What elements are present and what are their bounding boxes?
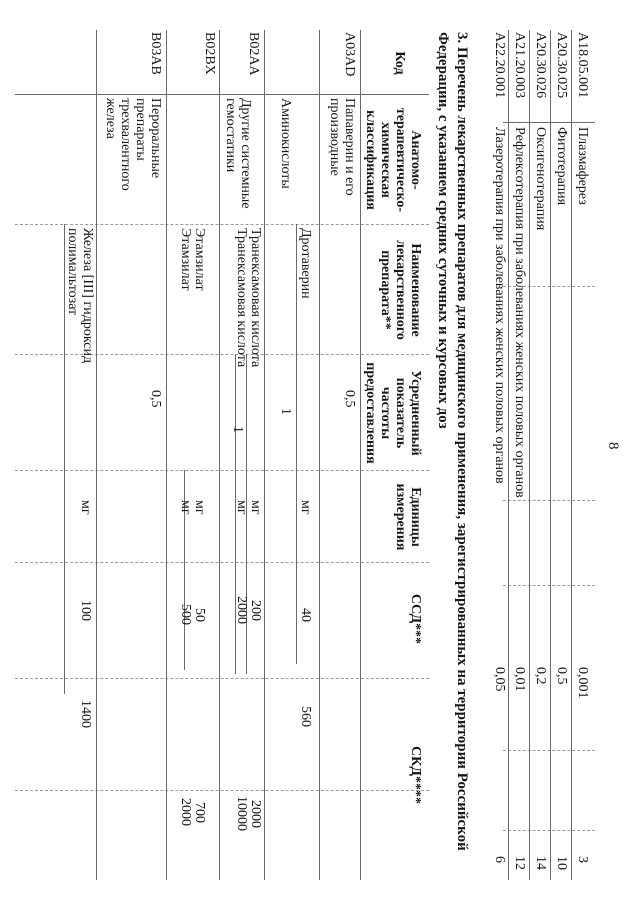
- row-divider: [550, 30, 551, 880]
- row-divider: [508, 30, 509, 880]
- header-units: Единицы измерения: [392, 483, 423, 551]
- procedure-code: A18.05.001: [575, 32, 590, 99]
- procedure-frequency: 0,01: [512, 667, 527, 692]
- dashed-guide: [15, 562, 429, 563]
- group-atc: Пероральные препараты трехвалентного железа: [102, 98, 163, 191]
- drug-unit: мг: [192, 500, 207, 515]
- procedure-code: A20.30.026: [533, 32, 548, 99]
- drug-unit: мг: [78, 500, 93, 515]
- group-frequency: 0,5: [342, 390, 357, 408]
- procedure-multiplicity: 12: [512, 856, 527, 870]
- dashed-guide: [15, 790, 429, 791]
- drug-name: Транексамовая кислота: [234, 228, 249, 368]
- row-divider: [219, 30, 220, 880]
- drug-skd: 10000: [234, 796, 249, 831]
- header-skd: СКД****: [408, 746, 423, 804]
- procedure-code: A21.20.003: [512, 32, 527, 99]
- procedure-name: Плазмаферез: [575, 127, 590, 205]
- column-divider: [15, 94, 429, 95]
- row-divider: [571, 30, 572, 880]
- drug-skd: 2000: [248, 800, 263, 828]
- sub-divider: [296, 224, 297, 664]
- row-divider: [96, 30, 97, 880]
- drug-ssd: 100: [78, 600, 93, 621]
- group-atc: Аминокислоты: [278, 98, 293, 189]
- section-heading: [433, 32, 471, 872]
- header-code: Код: [392, 51, 407, 75]
- dashed-guide: [503, 750, 595, 751]
- group-code: B02AA: [246, 32, 261, 76]
- procedure-multiplicity: 10: [554, 856, 569, 870]
- drug-unit: мг: [234, 500, 249, 515]
- drug-unit: мг: [248, 500, 263, 515]
- drug-ssd: 200: [248, 600, 263, 621]
- dashed-guide: [503, 830, 595, 831]
- drug-ssd: 50: [192, 608, 207, 622]
- row-divider: [319, 30, 320, 880]
- section-title: 3. Перечень лекарственных препаратов для медицинского применения, зарегистрированных на территории Российской Федерации, с указанием средних суточных и курсовых доз: [435, 32, 470, 851]
- group-code: A03AD: [342, 32, 357, 77]
- page-content: [15, 30, 625, 880]
- drug-name: Железа [III] гидроксид полимальтозат: [64, 228, 95, 364]
- drug-name: Этамзилат: [192, 228, 207, 291]
- drug-name: Транексамовая кислота: [248, 228, 263, 368]
- header-frequency: Усредненный показатель частоты предоставления: [362, 362, 423, 464]
- header-ssd: ССД***: [408, 593, 423, 645]
- drug-ssd: 2000: [234, 596, 249, 624]
- drug-skd: 2000: [178, 798, 193, 826]
- procedure-name: Рефлексотерапия при заболеваниях женских половых органов: [512, 127, 527, 498]
- group-frequency: 1: [230, 426, 245, 433]
- row-divider: [360, 30, 361, 880]
- procedure-name: Оксигенотерапия: [533, 127, 548, 231]
- row-divider: [529, 30, 530, 880]
- procedure-frequency: 0,5: [554, 667, 569, 685]
- procedure-multiplicity: 3: [575, 856, 590, 863]
- dashed-guide: [15, 224, 429, 225]
- drug-skd: 1400: [78, 700, 93, 728]
- procedure-code: A20.30.025: [554, 32, 569, 99]
- drug-name: Этамзилат: [178, 228, 193, 291]
- group-atc: Папаверин и его производные: [326, 98, 357, 196]
- procedures-column-divider: [503, 122, 595, 123]
- group-code: B03AB: [148, 32, 163, 75]
- procedure-multiplicity: 6: [492, 856, 507, 863]
- procedure-frequency: 0,001: [575, 667, 590, 699]
- drug-ssd: 500: [178, 604, 193, 625]
- group-frequency: 0,5: [148, 390, 163, 408]
- procedure-frequency: 0,05: [492, 667, 507, 692]
- procedure-multiplicity: 14: [533, 856, 548, 870]
- drug-unit: мг: [298, 500, 313, 515]
- header-drug-name: Наименование лекарственного препарата**: [377, 240, 423, 340]
- drug-ssd: 40: [298, 608, 313, 622]
- row-divider: [166, 30, 167, 880]
- group-code: B02BX: [202, 32, 217, 75]
- header-atc: Анатомо-терапевтическо-химическая классификация: [362, 107, 423, 213]
- drug-unit: мг: [178, 500, 193, 515]
- group-atc: Другие системные гемостатики: [222, 98, 253, 209]
- drug-skd: 700: [192, 802, 207, 823]
- procedure-name: Лазеротерапия при заболеваниях женских половых органов: [492, 127, 507, 484]
- dashed-guide: [503, 500, 595, 501]
- drug-skd: 560: [298, 706, 313, 727]
- dashed-guide: [503, 585, 595, 586]
- dashed-guide: [15, 678, 429, 679]
- procedure-code: A22.20.001: [492, 32, 507, 99]
- dashed-guide: [15, 470, 429, 471]
- row-divider: [264, 30, 265, 880]
- procedure-frequency: 0,2: [533, 667, 548, 685]
- group-frequency: 1: [278, 408, 293, 415]
- drug-name: Дротаверин: [298, 228, 313, 299]
- page-number: 8: [605, 442, 621, 450]
- procedure-name: Фитотерапия: [554, 127, 569, 206]
